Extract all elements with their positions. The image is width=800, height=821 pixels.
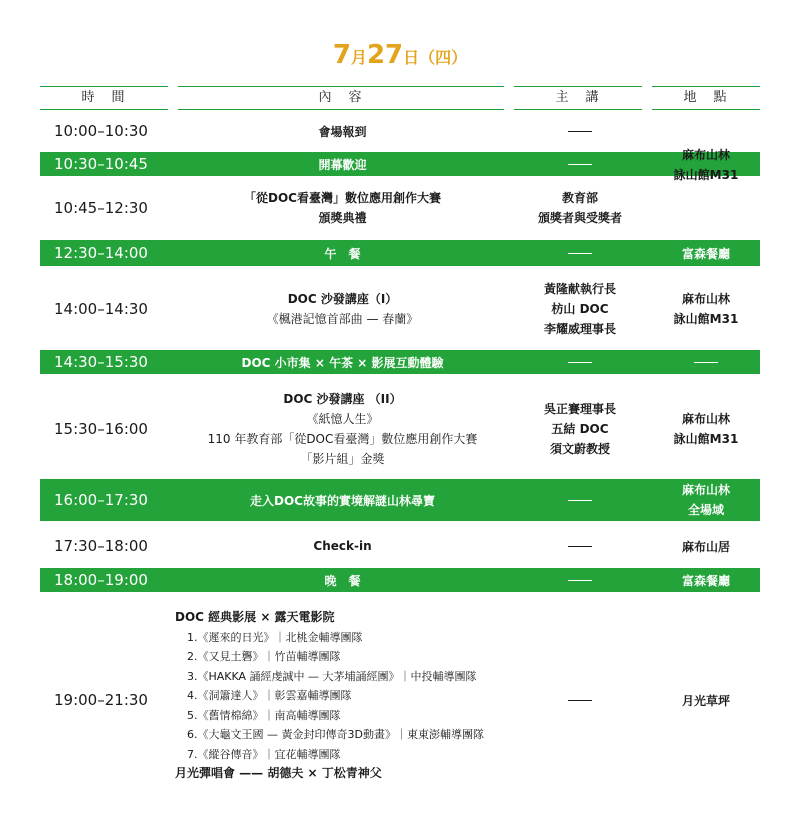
schedule-row	[40, 120, 760, 142]
list-item: 1.《遲來的日光》｜北桃金輔導團隊	[187, 630, 363, 644]
schedule-row-highlight	[40, 350, 760, 374]
empty-dash	[515, 152, 645, 176]
row-venue: 麻布山居	[681, 539, 730, 554]
row-venue: 麻布山林 詠山館M31	[673, 148, 739, 182]
list-item: 6.《大龜文王國 — 黃金封印傳奇3D動畫》｜東東澎輔導團隊	[187, 728, 484, 741]
row-venue: 富森餐廳	[681, 573, 730, 588]
screening-heading: DOC 經典影展 × 露天電影院	[175, 610, 335, 624]
row-time: 18:00–19:00	[54, 571, 148, 589]
header-speaker: 主 講	[514, 86, 642, 110]
row-venue: 麻布山林 詠山館M31	[673, 292, 739, 326]
empty-dash	[515, 120, 645, 142]
screening-list	[175, 608, 535, 784]
row-venue: 月光草坪	[681, 693, 730, 708]
row-content: 會場報到	[318, 124, 367, 139]
row-content: 「從DOC看臺灣」數位應用創作大賽 頒獎典禮	[244, 191, 441, 225]
row-time: 16:00–17:30	[54, 491, 148, 509]
schedule-row	[40, 388, 760, 470]
row-time: 17:30–18:00	[54, 537, 148, 555]
row-content: 晚 餐	[324, 573, 361, 588]
row-time: 10:30–10:45	[54, 155, 148, 173]
row-content: 午 餐	[324, 246, 361, 261]
list-item: 3.《HAKKA 誦經虔誠中 — 大茅埔誦經團》｜中投輔導團隊	[187, 669, 477, 683]
row-time: 12:30–14:00	[54, 244, 148, 262]
row-time: 19:00–21:30	[54, 691, 148, 709]
list-item: 2.《又見土礱》｜竹苗輔導團隊	[187, 650, 341, 663]
empty-dash	[515, 350, 645, 374]
schedule-row-highlight	[40, 568, 760, 592]
page-title: 7月27日（四）	[332, 40, 468, 70]
row-content: DOC 小市集 × 午茶 × 影展互動體驗	[241, 355, 444, 370]
row-venue: 麻布山林 全場域	[681, 483, 730, 517]
header-time: 時 間	[40, 86, 168, 110]
row-venue: 麻布山林 詠山館M31	[673, 412, 739, 446]
empty-dash	[515, 568, 645, 592]
schedule-row	[40, 276, 760, 342]
concert-line: 月光彈唱會 —— 胡德夫 × 丁松青神父	[175, 766, 382, 780]
row-speaker: 黃隆献執行長 枋山 DOC 李耀威理事長	[543, 282, 616, 336]
row-speaker: 吳正賽理事長 五結 DOC 須文蔚教授	[543, 402, 616, 456]
row-speaker: 教育部 頒獎者與受獎者	[537, 191, 622, 225]
row-content: DOC 沙發講座 （II） 《紙憶人生》 110 年教育部「從DOC看臺灣」數位應用創作大賽 「影片組」金獎	[207, 392, 478, 466]
empty-dash	[515, 534, 645, 558]
schedule-row	[40, 534, 760, 558]
schedule-row-highlight	[40, 240, 760, 266]
row-time: 14:00–14:30	[54, 300, 148, 318]
row-venue: 富森餐廳	[681, 246, 730, 261]
row-time: 10:00–10:30	[54, 122, 148, 140]
row-content: 走入DOC故事的實境解謎山林尋寶	[250, 493, 435, 508]
list-item: 5.《舊情棉綿》｜南高輔導團隊	[187, 708, 341, 722]
row-content: 開幕歡迎	[318, 157, 367, 172]
header-venue: 地 點	[652, 86, 760, 110]
schedule-row-highlight	[40, 479, 760, 521]
schedule-row	[40, 186, 760, 230]
row-time: 14:30–15:30	[54, 353, 148, 371]
row-time: 15:30–16:00	[54, 420, 148, 438]
row-time: 10:45–12:30	[54, 199, 148, 217]
empty-dash	[515, 240, 645, 266]
row-content: DOC 沙發講座（I） 《楓港記憶首部曲 — 春蘭》	[266, 292, 419, 326]
empty-dash	[652, 350, 760, 374]
list-item: 4.《洞簫達人》｜彰雲嘉輔導團隊	[187, 689, 352, 702]
header-content: 內 容	[178, 86, 504, 110]
list-item: 7.《縱谷傳音》｜宜花輔導團隊	[187, 747, 341, 761]
empty-dash	[515, 479, 645, 521]
row-content: Check-in	[313, 539, 372, 553]
